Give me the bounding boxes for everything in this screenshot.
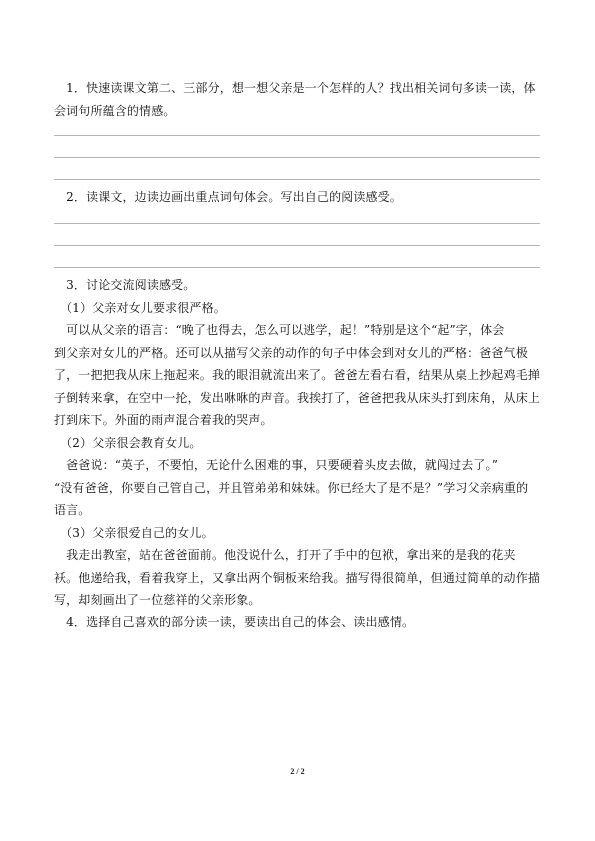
answer-line (54, 223, 540, 224)
q3-line-9: 爸爸说：“英子，不要怕，无论什么困难的事，只要硬着头皮去做，就闯过去了。” (54, 458, 498, 472)
answer-line (54, 157, 540, 158)
q3-line-10: “没有爸爸，你要自己管自己，并且管弟弟和妹妹。你已经大了是不是？”学习父亲病重的 (54, 481, 529, 495)
q3-line-7: 打到床下。外面的雨声混合着我的哭声。 (54, 413, 273, 427)
q3-line-4: 到父亲对女儿的严格。还可以从描写父亲的动作的句子中体会到对女儿的严格：爸爸气极 (54, 346, 528, 360)
page-number: 2 / 2 (290, 767, 305, 776)
answer-line (54, 267, 540, 268)
q3-line-15: 写，却刻画出了一位慈祥的父亲形象。 (54, 593, 261, 607)
q3-line-5: 了，一把把我从床上拖起来。我的眼泪就流出来了。爸爸左看右看，结果从桌上抄起鸡毛掸 (54, 368, 541, 382)
q1-line-2: 会词句所蕴含的情感。 (54, 104, 176, 118)
q3-line-14: 袄。他递给我，看着我穿上，又拿出两个铜板来给我。描写得很简单，但通过简单的动作描 (54, 571, 541, 585)
answer-line (54, 179, 540, 180)
q3-line-12: （3）父亲很爱自己的女儿。 (54, 526, 214, 540)
q4-line-1: 4．选择自己喜欢的部分读一读，要读出自己的体会、读出感情。 (54, 615, 415, 629)
q3-line-11: 语言。 (54, 503, 91, 517)
q3-line-8: （2）父亲很会教育女儿。 (54, 436, 202, 450)
q1-line-1: 1．快速读课文第二、三部分，想一想父亲是一个怎样的人？找出相关词句多读一读，体 (54, 81, 536, 95)
q3-line-1: 3．讨论交流阅读感受。 (54, 278, 196, 292)
q3-line-13: 我走出教室，站在爸爸面前。他没说什么，打开了手中的包袱，拿出来的是我的花夹 (54, 548, 516, 562)
q2-line-1: 2．读课文，边读边画出重点词句体会。写出自己的阅读感受。 (54, 190, 402, 204)
answer-line (54, 135, 540, 136)
answer-line (54, 245, 540, 246)
q3-line-2: （1）父亲对女儿要求很严格。 (54, 301, 226, 315)
q3-line-3: 可以从父亲的语言：“晚了也得去，怎么可以逃学，起！”特别是这个“起”字，体会 (54, 323, 505, 337)
q3-line-6: 子倒转来拿，在空中一抡，发出咻咻的声音。我挨打了，爸爸把我从床头打到床角，从床上 (54, 391, 541, 405)
